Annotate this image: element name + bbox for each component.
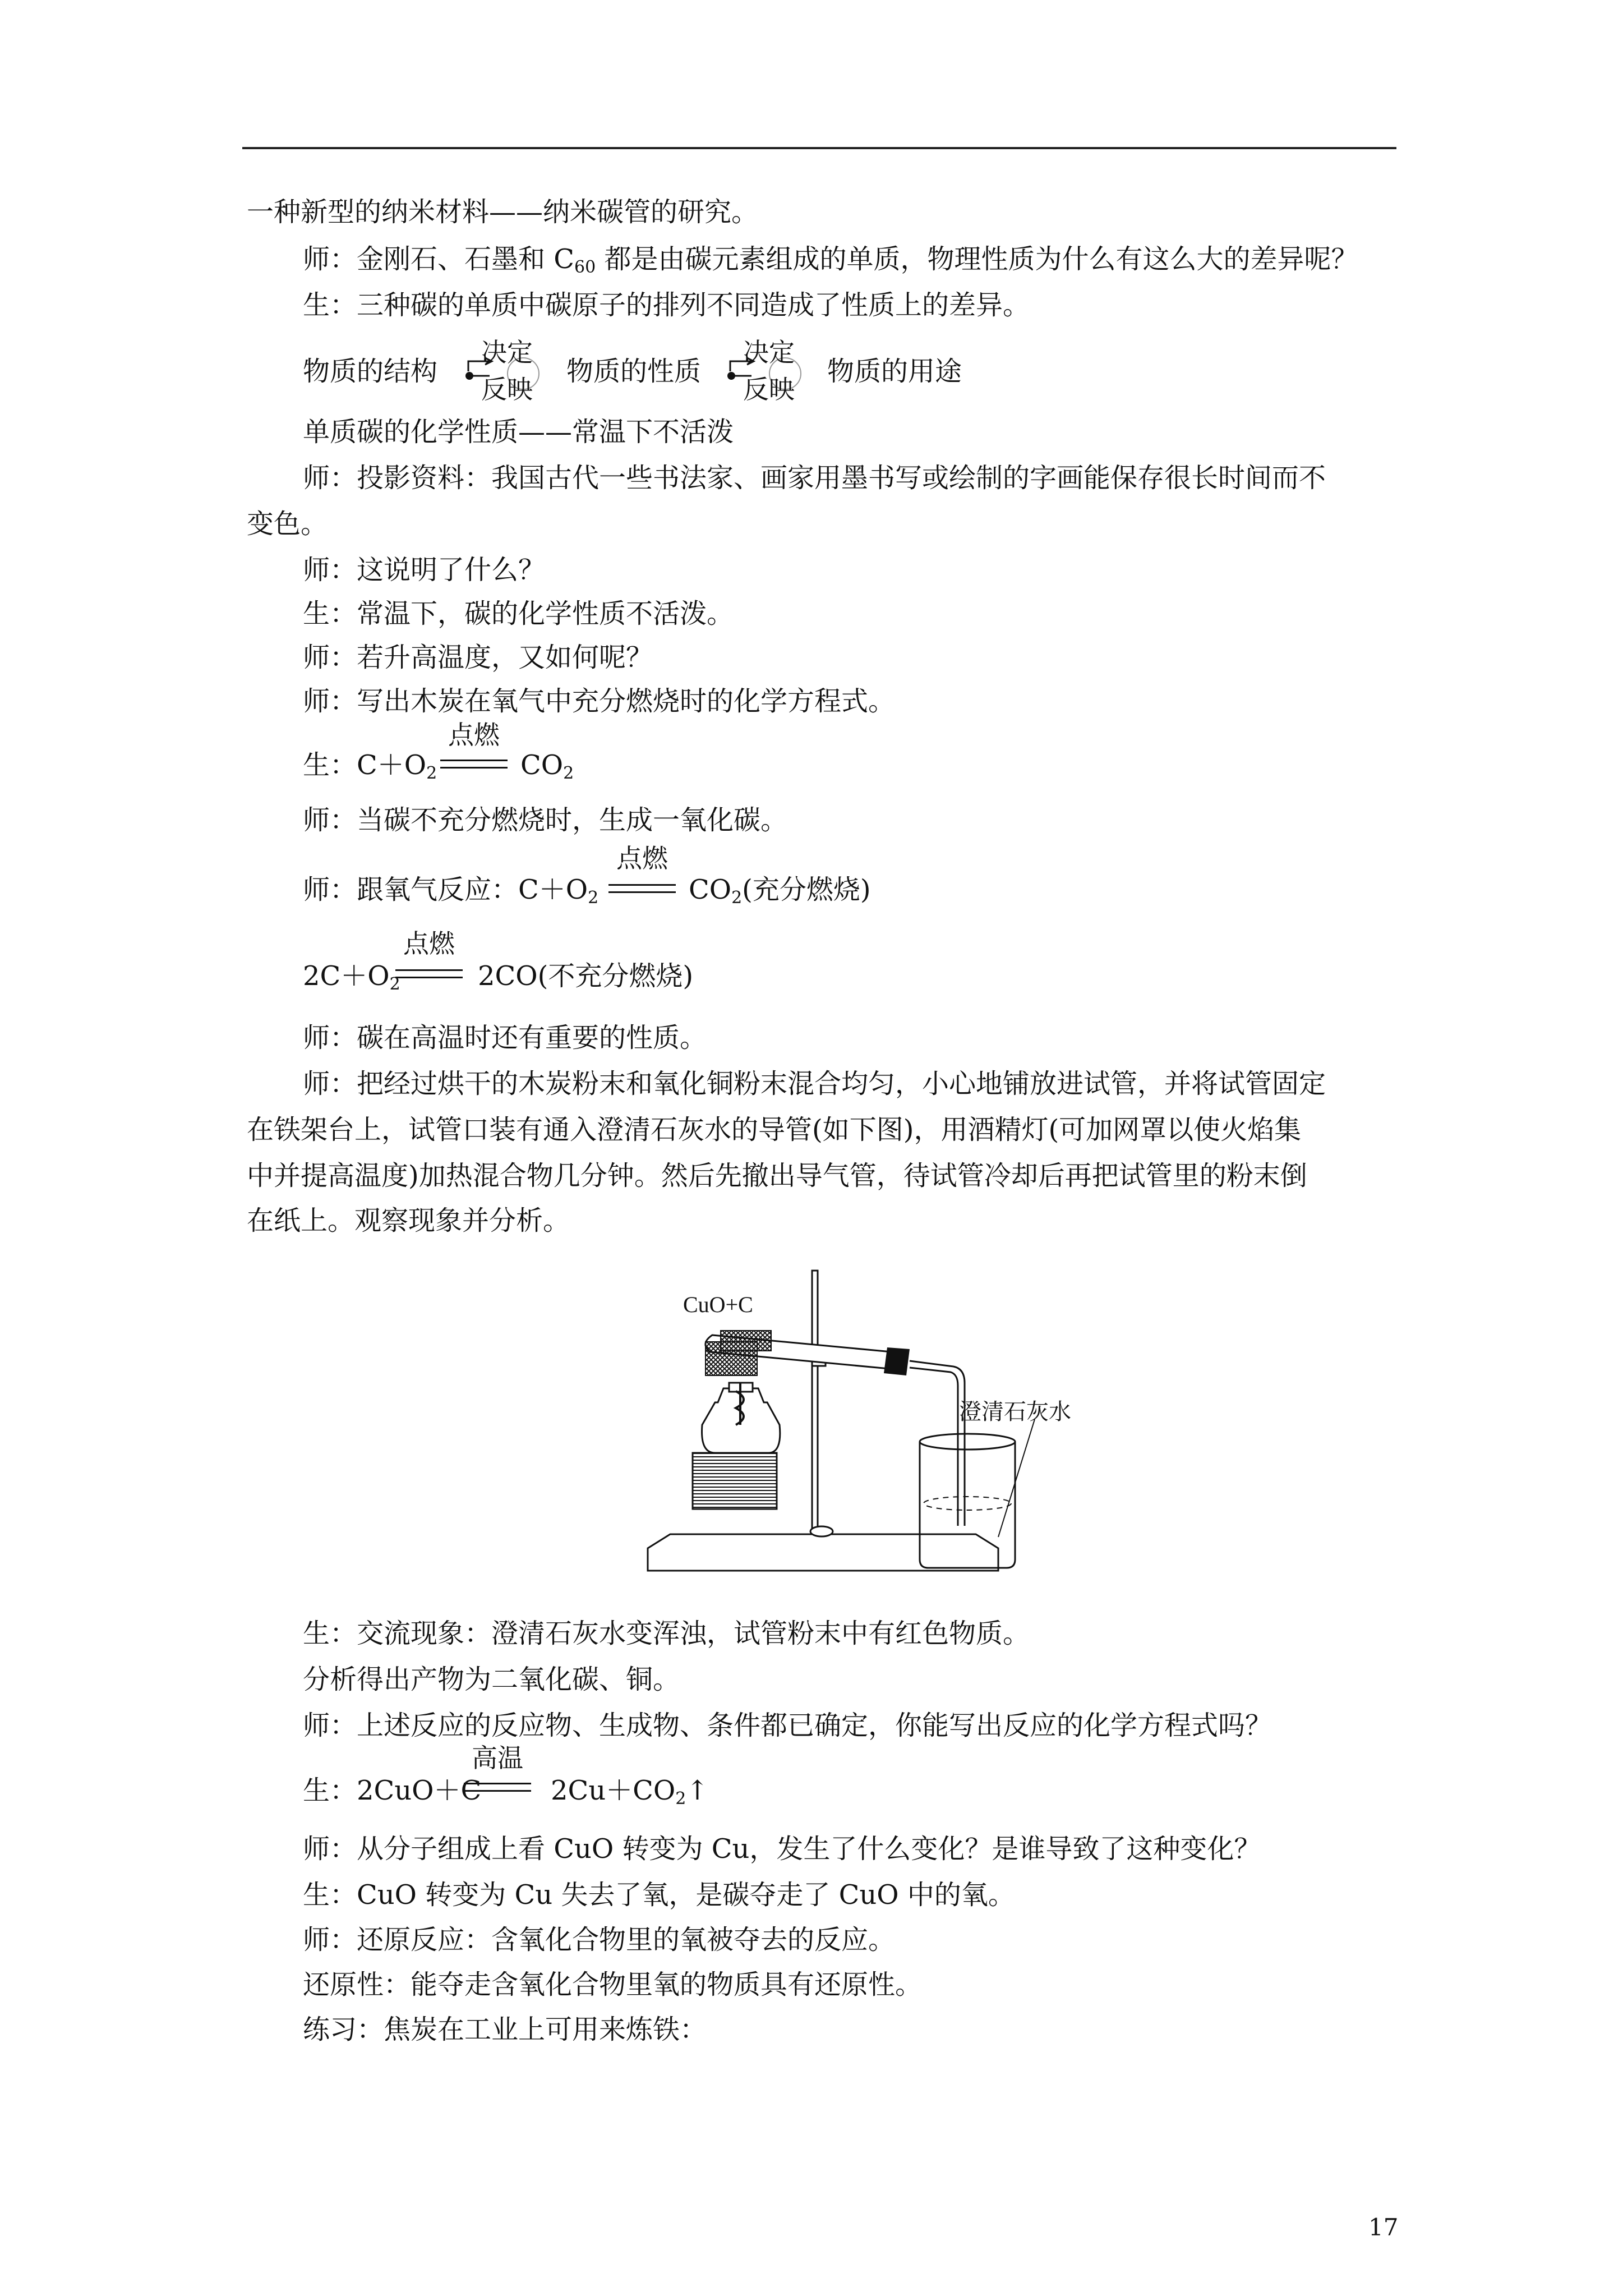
- text-line: 师：当碳不充分燃烧时，生成一氧化碳。: [303, 804, 788, 836]
- text-line: 师：还原反应：含氧化合物里的氧被夺去的反应。: [303, 1924, 896, 1955]
- text-line: 师：把经过烘干的木炭粉末和氧化铜粉末混合均匀，小心地铺放进试管，并将试管固定: [303, 1068, 1326, 1099]
- equation-condition: 点燃: [448, 720, 500, 750]
- header-rule: [242, 147, 1396, 149]
- relation-reflect-1: 反映: [481, 374, 533, 404]
- text-line: 师：若升高温度，又如何呢？: [303, 642, 653, 673]
- equals-bars: [608, 884, 676, 893]
- equation-condition: 高温: [472, 1743, 523, 1773]
- text-line: 一种新型的纳米材料——纳米碳管的研究。: [247, 196, 759, 228]
- text-line: 生：常温下，碳的化学性质不活泼。: [303, 598, 734, 629]
- relation-decide-1: 决定: [481, 337, 533, 367]
- text-line: 师：投影资料：我国古代一些书法家、画家用墨书写或绘制的字画能保存很长时间而不: [303, 462, 1326, 494]
- text-line: 生：交流现象：澄清石灰水变浑浊，试管粉末中有红色物质。: [303, 1618, 1030, 1649]
- text-line: 师：写出木炭在氧气中充分燃烧时的化学方程式。: [303, 685, 896, 717]
- equals-bars: [464, 1783, 531, 1792]
- equals-bars: [395, 969, 463, 978]
- text-line: 练习：焦炭在工业上可用来炼铁：: [303, 2014, 707, 2045]
- text-line: 师：碳在高温时还有重要的性质。: [303, 1022, 707, 1053]
- text-line: 中并提高温度)加热混合物几分钟。然后先撤出导气管，待试管冷却后再把试管里的粉末倒: [247, 1160, 1307, 1191]
- text-line: 生：三种碳的单质中碳原子的排列不同造成了性质上的差异。: [303, 289, 1030, 321]
- relation-reflect-2: 反映: [743, 374, 795, 404]
- relation-property: 物质的性质: [566, 356, 702, 387]
- text-line: 师：上述反应的反应物、生成物、条件都已确定，你能写出反应的化学方程式吗？: [303, 1710, 1272, 1741]
- page-number: 17: [1368, 2214, 1399, 2241]
- text-line: 在铁架台上，试管口装有通入澄清石灰水的导管(如下图)，用酒精灯(可加网罩以使火焰集: [247, 1114, 1302, 1145]
- label-reactants: CuO+C: [683, 1292, 753, 1317]
- text-line: 单质碳的化学性质——常温下不活泼: [303, 416, 734, 448]
- text-line: 变色。: [247, 508, 328, 540]
- text-line: 还原性：能夺走含氧化合物里氧的物质具有还原性。: [303, 1969, 923, 2000]
- label-limewater: 澄清石灰水: [959, 1399, 1071, 1425]
- text-line: 分析得出产物为二氧化碳、铜。: [303, 1664, 680, 1695]
- equation-condition: 点燃: [616, 843, 668, 873]
- text-line: 生：CuO 转变为 Cu 失去了氧，是碳夺走了 CuO 中的氧。: [303, 1879, 1015, 1911]
- text-line: 师：金刚石、石墨和 $C_{60}$ 都是由碳元素组成的单质，物理性质为什么有这么大的差异呢？: [303, 243, 1358, 277]
- equals-bars: [440, 760, 508, 769]
- gas-arrow: ↑: [686, 1775, 709, 1806]
- equation-3: $2C+O_2$ 点燃 2CO(不充分燃烧): [303, 948, 864, 1004]
- relation-structure: 物质的结构: [303, 356, 438, 387]
- equation-1: 生：$C+O_2$ 点燃 $CO_2$: [303, 739, 695, 795]
- relation-diagram: [303, 337, 1032, 404]
- text-line: 在纸上。观察现象并分析。: [247, 1205, 570, 1236]
- equation-2: 师：跟氧气反应：$C+O_2$ 点燃 $CO_2$(充分燃烧): [303, 863, 976, 919]
- equation-4: 生：2CuO＋C 高温 $2Cu+CO_2↑$: [303, 1761, 864, 1818]
- apparatus-figure: [639, 1257, 1088, 1582]
- text-line: 师：从分子组成上看 CuO 转变为 Cu，发生了什么变化？是谁导致了这种变化？: [303, 1833, 1261, 1865]
- relation-decide-2: 决定: [743, 337, 795, 367]
- relation-use: 物质的用途: [827, 356, 962, 387]
- text-line: 师：这说明了什么？: [303, 554, 546, 586]
- equation-condition: 点燃: [403, 928, 455, 959]
